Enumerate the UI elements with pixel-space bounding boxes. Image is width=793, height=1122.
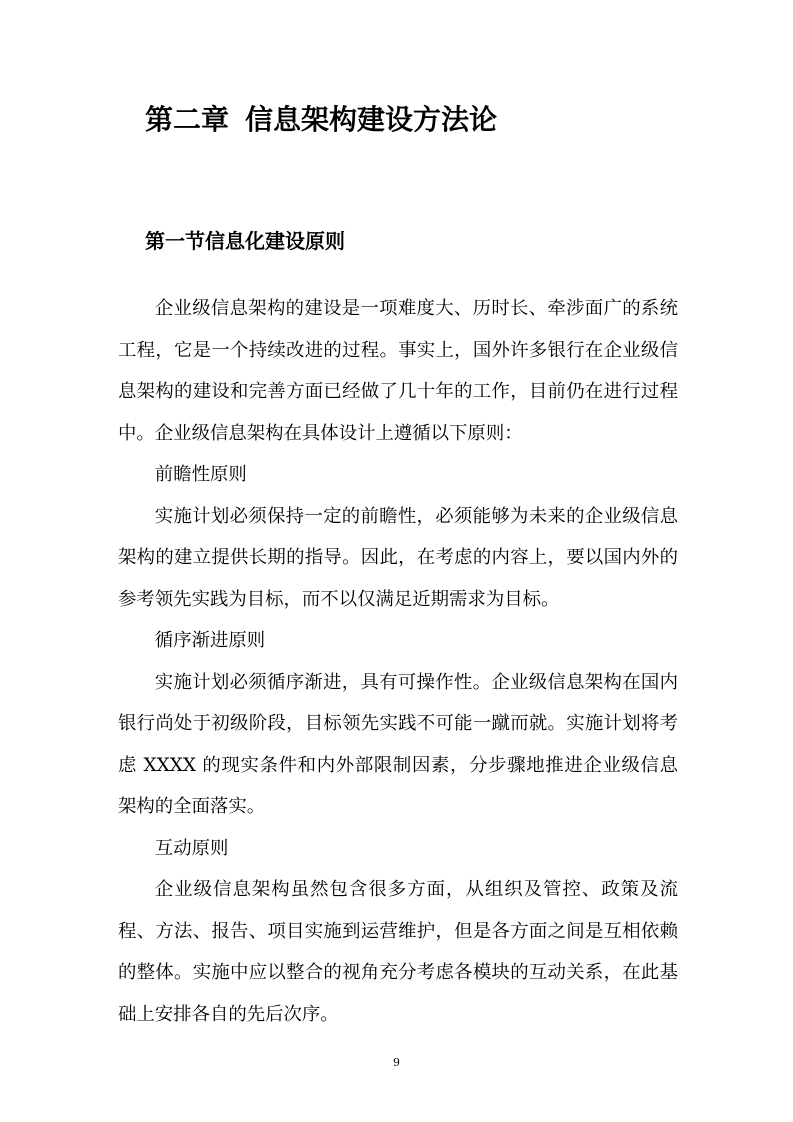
principle-text-gradual: 实施计划必须循序渐进，具有可操作性。企业级信息架构在国内银行尚处于初级阶段，目标领先实践不可能一蹴而就。实施计划将考虑 XXXX 的现实条件和内外部限制因素，分步骤地推进企业级信息架构的全面落实。 xyxy=(118,671,678,817)
intro-paragraph: 企业级信息架构的建设是一项难度大、历时长、牵涉面广的系统工程，它是一个持续改进的过程。事实上，国外许多银行在企业级信息架构的建设和完善方面已经做了几十年的工作，目前仍在进行过程中。企业级信息架构在具体设计上遵循以下原则： xyxy=(118,298,678,444)
page-number: 9 xyxy=(393,1056,400,1069)
principle-heading-gradual: 循序渐进原则 xyxy=(154,630,266,651)
principle-heading-interaction: 互动原则 xyxy=(154,837,229,859)
chapter-title xyxy=(145,98,497,138)
body-text xyxy=(118,288,678,1035)
principle-text-interaction: 企业级信息架构虽然包含很多方面，从组织及管控、政策及流程、方法、报告、项目实施到运营维护，但是各方面之间是互相依赖的整体。实施中应以整合的视角充分考虑各模块的互动关系，在此基础上安排各自的先后次序。 xyxy=(118,879,678,1025)
section-title: 第一节信息化建设原则 xyxy=(145,229,345,253)
principle-text-foresight: 实施计划必须保持一定的前瞻性，必须能够为未来的企业级信息架构的建立提供长期的指导。因此，在考虑的内容上，要以国内外的参考领先实践为目标，而不以仅满足近期需求为目标。 xyxy=(118,505,678,610)
chapter-number: 第二章 xyxy=(145,103,230,136)
principle-heading-foresight: 前瞻性原则 xyxy=(154,464,247,485)
chapter-name: 信息架构建设方法论 xyxy=(245,103,498,136)
